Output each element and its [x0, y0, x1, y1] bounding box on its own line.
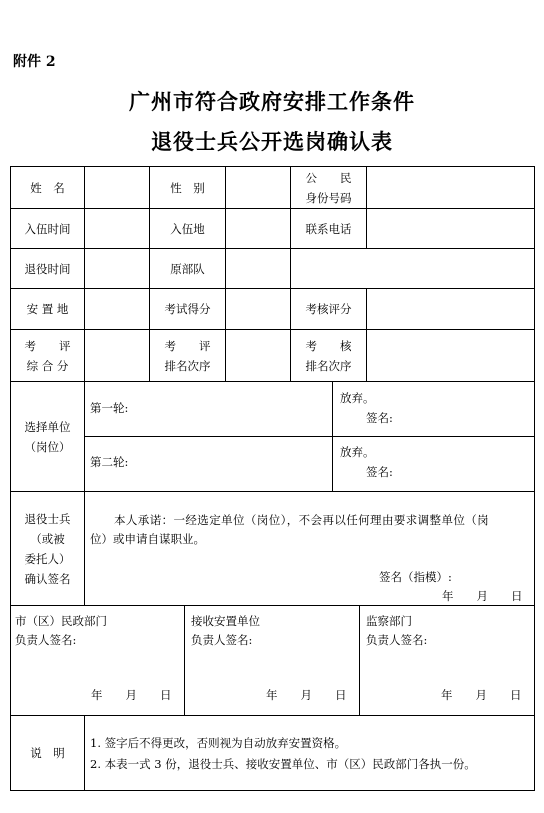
commitment-statement-line1: 本人承诺：一经选定单位（岗位），不会再以任何理由要求调整单位（岗 — [114, 513, 490, 527]
placement-label: 安 置 地 — [26, 302, 69, 316]
notes-label: 说 明 — [30, 746, 65, 760]
composite-score-field[interactable] — [85, 330, 149, 381]
composite-score-label: 考 评 综 合 分 — [24, 338, 71, 373]
round2-label: 第二轮: — [90, 455, 129, 469]
civil-affairs-date: 年 月 日 — [91, 688, 172, 702]
enlist-place-field[interactable] — [226, 209, 290, 248]
discharge-time-label: 退役时间 — [24, 261, 71, 276]
confirm-date: 年 月 日 — [442, 589, 523, 603]
phone-label: 联系电话 — [305, 221, 352, 236]
round2-sign-label: 签名: — [366, 465, 393, 479]
original-unit-field[interactable] — [226, 249, 534, 288]
enlist-place-label: 入伍地 — [170, 221, 205, 236]
gender-label: 性 别 — [170, 180, 205, 195]
enlist-time-field[interactable] — [85, 209, 149, 248]
exam-score-field[interactable] — [226, 289, 290, 329]
form-title-line2: 退役士兵公开选岗确认表 — [151, 129, 393, 154]
attachment-label: 附件 2 — [13, 54, 56, 70]
receiving-unit-sign-label: 负责人签名: — [191, 633, 253, 647]
commitment-statement-line2: 位）或申请自谋职业。 — [90, 532, 205, 546]
exam-score-label: 考试得分 — [164, 302, 211, 316]
selection-unit-label: 选择单位 （岗位） — [24, 419, 71, 454]
form-title-line1: 广州市符合政府安排工作条件 — [129, 89, 415, 114]
enlist-time-label: 入伍时间 — [24, 221, 71, 236]
assess-score-label: 考核评分 — [305, 302, 352, 316]
id-number-field[interactable] — [367, 167, 534, 208]
civil-affairs-dept-label: 市（区）民政部门 — [15, 614, 107, 628]
evaluation-rank-label: 考 评 排名次序 — [164, 338, 211, 373]
phone-field[interactable] — [367, 209, 534, 248]
civil-affairs-sign-label: 负责人签名: — [15, 633, 77, 647]
supervision-date: 年 月 日 — [441, 688, 522, 702]
assessment-rank-field[interactable] — [367, 330, 534, 381]
placement-field[interactable] — [85, 289, 149, 329]
supervision-sign-label: 负责人签名: — [366, 633, 428, 647]
round2-giveup-text: 放弃。 — [340, 445, 375, 459]
evaluation-rank-field[interactable] — [226, 330, 290, 381]
round1-giveup-text: 放弃。 — [340, 391, 375, 405]
id-number-label: 公 民 身份号码 — [305, 170, 352, 205]
original-unit-label: 原部队 — [170, 261, 205, 276]
note-2: 2. 本表一式 3 份，退役士兵、接收安置单位、市（区）民政部门各执一份。 — [90, 757, 476, 771]
gender-field[interactable] — [226, 167, 290, 208]
assessment-rank-label: 考 核 排名次序 — [305, 338, 352, 373]
discharge-time-field[interactable] — [85, 249, 149, 288]
assess-score-field[interactable] — [367, 289, 534, 329]
supervision-dept-label: 监察部门 — [366, 614, 412, 628]
round1-sign-label: 签名: — [366, 411, 393, 425]
name-label: 姓 名 — [30, 180, 65, 195]
receiving-unit-date: 年 月 日 — [266, 688, 347, 702]
name-field[interactable] — [85, 167, 149, 208]
note-1: 1. 签字后不得更改，否则视为自动放弃安置资格。 — [90, 736, 347, 750]
veteran-confirm-label: 退役士兵 （或被 委托人） 确认签名 — [24, 511, 71, 586]
round1-label: 第一轮: — [90, 401, 129, 415]
fingerprint-sign-label: 签名（指模）: — [379, 570, 452, 584]
receiving-unit-label: 接收安置单位 — [191, 614, 260, 628]
